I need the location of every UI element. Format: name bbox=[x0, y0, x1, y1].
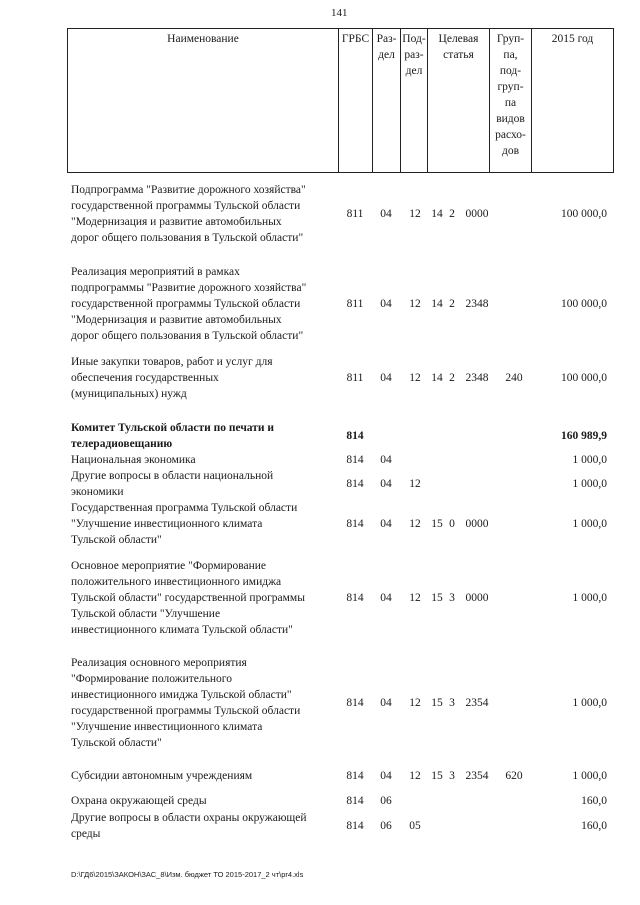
row-cs-program: 14 bbox=[431, 208, 443, 220]
row-cs-direction: 0000 bbox=[465, 592, 489, 604]
row-amount: 1 000,0 bbox=[572, 592, 607, 604]
row-grbs: 811 bbox=[346, 208, 364, 220]
row-cs-program: 15 bbox=[431, 770, 443, 782]
row-cs-direction: 2354 bbox=[465, 770, 489, 782]
header-year: 2015 год bbox=[532, 29, 614, 173]
page-number: 141 bbox=[331, 7, 348, 19]
row-cs-program: 15 bbox=[431, 697, 443, 709]
header-celevaya-statya: Целевая статья bbox=[428, 29, 490, 173]
row-grbs: 814 bbox=[346, 697, 364, 709]
row-cs-direction: 2354 bbox=[465, 697, 489, 709]
row-grbs: 814 bbox=[346, 592, 364, 604]
row-name: Комитет Тульской области по печати и телерадиовещанию bbox=[71, 422, 275, 450]
row-cs-subprogram: 2 bbox=[449, 372, 455, 384]
row-podrazdel: 12 bbox=[409, 697, 421, 709]
row-razdel: 04 bbox=[380, 298, 392, 310]
row-podrazdel: 12 bbox=[409, 770, 421, 782]
row-cs-subprogram: 3 bbox=[449, 770, 455, 782]
row-razdel: 04 bbox=[380, 478, 392, 490]
row-podrazdel: 12 bbox=[409, 592, 421, 604]
row-name: Другие вопросы в области охраны окружающей среды bbox=[71, 812, 307, 840]
row-cs-direction: 0000 bbox=[465, 208, 489, 220]
row-name: Субсидии автономным учреждениям bbox=[71, 770, 253, 782]
row-podrazdel: 12 bbox=[409, 208, 421, 220]
row-cs-program: 14 bbox=[431, 298, 443, 310]
row-cs-program: 14 bbox=[431, 372, 443, 384]
header-podrazdel: Под- раз- дел bbox=[401, 29, 428, 173]
row-cs-direction: 0000 bbox=[465, 518, 489, 530]
row-podrazdel: 12 bbox=[409, 518, 421, 530]
row-name: Охрана окружающей среды bbox=[71, 795, 207, 807]
row-razdel: 04 bbox=[380, 454, 392, 466]
row-name: Реализация мероприятий в рамках подпрограммы "Развитие дорожного хозяйства" государственной программы Тульской области "Модернизация и развитие автомобильных дорог общего пользования в Тульской области" bbox=[71, 266, 307, 342]
row-razdel: 04 bbox=[380, 518, 392, 530]
row-amount: 1 000,0 bbox=[572, 454, 607, 466]
row-name: Национальная экономика bbox=[71, 454, 196, 466]
row-grbs: 814 bbox=[346, 820, 364, 832]
row-razdel: 06 bbox=[380, 820, 392, 832]
row-cs-direction: 2348 bbox=[465, 372, 489, 384]
row-cs-subprogram: 0 bbox=[449, 518, 455, 530]
row-cs-program: 15 bbox=[431, 592, 443, 604]
file-path-footer: D:\ГД6\2015\ЗАКОН\ЗАС_8\Изм. бюджет ТО 2015-2017_2 чт\pr4.xls bbox=[71, 870, 304, 879]
row-cs-subprogram: 3 bbox=[449, 697, 455, 709]
row-grbs: 811 bbox=[346, 372, 364, 384]
row-podrazdel: 12 bbox=[409, 298, 421, 310]
row-podrazdel: 12 bbox=[409, 372, 421, 384]
row-razdel: 04 bbox=[380, 592, 392, 604]
row-amount: 1 000,0 bbox=[572, 770, 607, 782]
row-amount: 100 000,0 bbox=[561, 372, 607, 384]
row-grbs: 814 bbox=[346, 518, 364, 530]
row-grbs: 814 bbox=[346, 478, 364, 490]
row-razdel: 04 bbox=[380, 770, 392, 782]
header-name: Наименование bbox=[68, 29, 339, 173]
row-amount: 160,0 bbox=[581, 820, 607, 832]
row-razdel: 04 bbox=[380, 208, 392, 220]
row-amount: 160,0 bbox=[581, 795, 607, 807]
row-podrazdel: 05 bbox=[409, 820, 421, 832]
row-name: Государственная программа Тульской области "Улучшение инвестиционного климата Тульской области" bbox=[71, 502, 298, 546]
header-grbs: ГРБС bbox=[339, 29, 373, 173]
header-gruppa: Груп- па, под- груп- па видов расхо- дов bbox=[490, 29, 532, 173]
row-name: Основное мероприятие "Формирование положительного инвестиционного имиджа Тульской области" государственной программы Тульской области "Улучшение инвестиционного климата Тульской области" bbox=[71, 560, 305, 636]
row-amount: 1 000,0 bbox=[572, 697, 607, 709]
row-razdel: 04 bbox=[380, 697, 392, 709]
row-razdel: 06 bbox=[380, 795, 392, 807]
row-cs-subprogram: 2 bbox=[449, 208, 455, 220]
row-amount: 1 000,0 bbox=[572, 518, 607, 530]
row-grbs: 814 bbox=[346, 795, 364, 807]
row-amount: 160 989,9 bbox=[561, 430, 607, 442]
row-grbs: 811 bbox=[346, 298, 364, 310]
row-gruppa: 240 bbox=[505, 372, 523, 384]
row-name: Подпрограмма "Развитие дорожного хозяйства" государственной программы Тульской области "Модернизация и развитие автомобильных дорог общего пользования в Тульской области" bbox=[71, 184, 306, 244]
row-gruppa: 620 bbox=[505, 770, 523, 782]
row-grbs: 814 bbox=[346, 430, 364, 442]
row-cs-subprogram: 3 bbox=[449, 592, 455, 604]
row-podrazdel: 12 bbox=[409, 478, 421, 490]
row-grbs: 814 bbox=[346, 770, 364, 782]
row-cs-direction: 2348 bbox=[465, 298, 489, 310]
row-cs-subprogram: 2 bbox=[449, 298, 455, 310]
row-grbs: 814 bbox=[346, 454, 364, 466]
row-name: Реализация основного мероприятия "Формирование положительного инвестиционного имиджа Тульской области" государственной программы Тульской области "Улучшение инвестиционного климата Тульской области" bbox=[71, 657, 301, 749]
row-razdel: 04 bbox=[380, 372, 392, 384]
header-razdel: Раз- дел bbox=[373, 29, 401, 173]
row-amount: 100 000,0 bbox=[561, 298, 607, 310]
row-cs-program: 15 bbox=[431, 518, 443, 530]
row-name: Другие вопросы в области национальной экономики bbox=[71, 470, 274, 498]
row-amount: 1 000,0 bbox=[572, 478, 607, 490]
row-amount: 100 000,0 bbox=[561, 208, 607, 220]
row-name: Иные закупки товаров, работ и услуг для обеспечения государственных (муниципальных) нужд bbox=[71, 356, 273, 400]
